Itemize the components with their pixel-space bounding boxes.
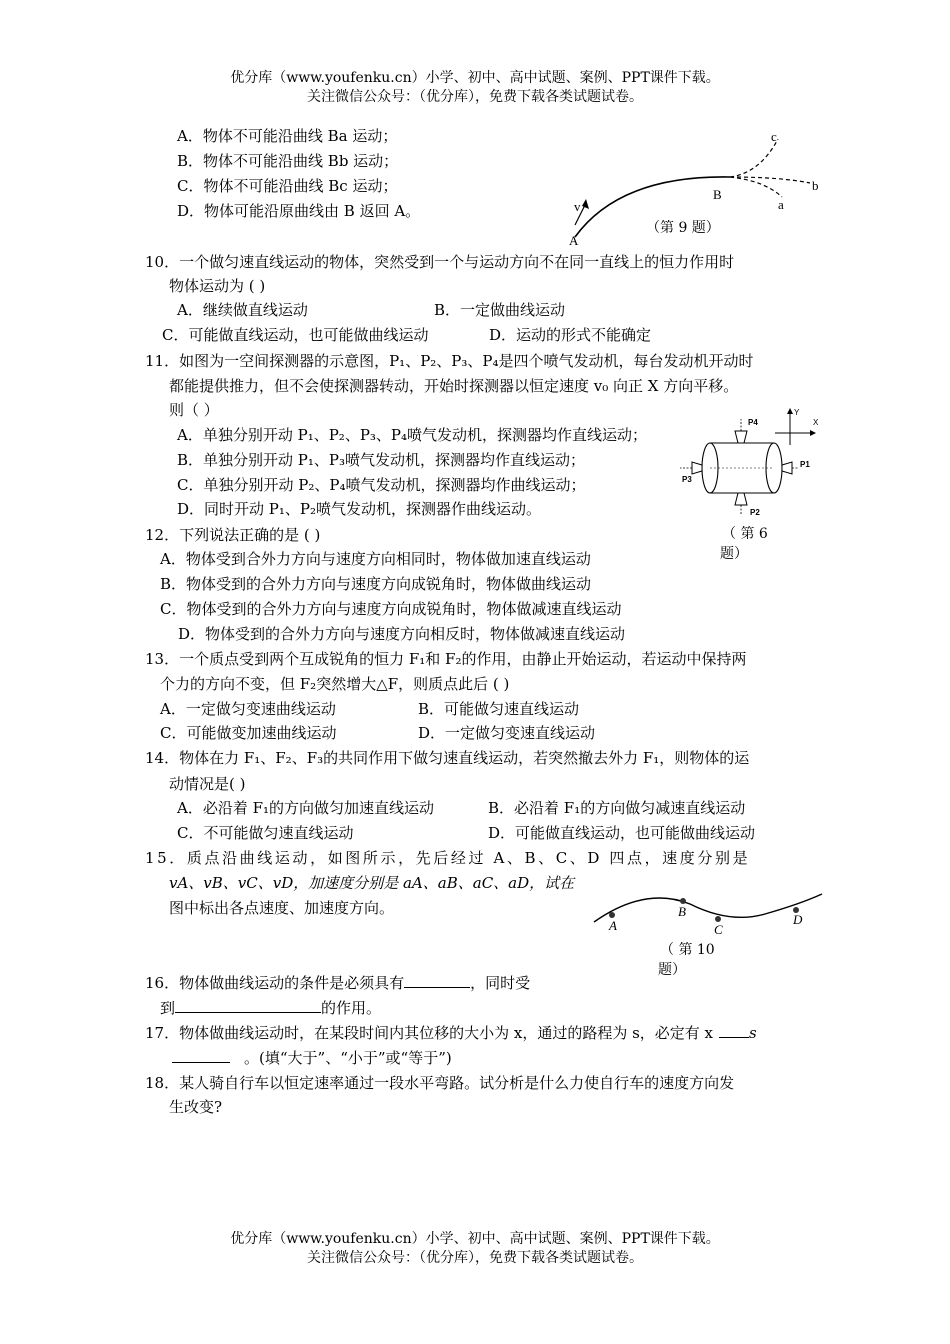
p2-nozzle: [735, 493, 747, 505]
q15-curve-figure: [590, 888, 830, 938]
header-line-2: 关注微信公众号：（优分库），免费下载各类试题试卷。: [307, 89, 643, 105]
q13-option-c: C．可能做变加速曲线运动: [160, 724, 337, 742]
y-axis-arrow: [787, 408, 793, 414]
q9-arrow-head: [582, 199, 589, 209]
q15-stem-2: vA、vB、vC、vD，加速度分别是 aA、aB、aC、aD，试在: [169, 874, 575, 892]
q17-text-1: 17．物体做曲线运动时，在某段时间内其位移的大小为 x，通过的路程为 s，必定有 x: [145, 1024, 714, 1042]
q9-curve-a: [730, 177, 782, 197]
x-axis-label: X: [813, 418, 819, 427]
q10-stem-2: 物体运动为 ( ): [169, 277, 266, 295]
q13-option-d: D．一定做匀变速直线运动: [418, 724, 596, 742]
q9-option-c: C．物体不可能沿曲线 Bc 运动；: [177, 177, 398, 195]
q16-blank-2[interactable]: [175, 998, 321, 1013]
q11-caption-1: （ 第 6: [722, 526, 768, 542]
q16-line-2: [160, 998, 381, 1018]
q9-option-b: B．物体不可能沿曲线 Bb 运动；: [177, 152, 399, 170]
q14-option-b: B．必沿着 F₁的方向做匀减速直线运动: [488, 799, 746, 817]
header-line-1: 优分库（www.youfenku.cn）小学、初中、高中试题、案例、PPT课件下载。: [230, 70, 720, 86]
q15-label-A: A: [609, 918, 617, 933]
q9-curve-c: [730, 139, 778, 177]
q14-stem-1: 14．物体在力 F₁、F₂、F₃的共同作用下做匀速直线运动，若突然撤去外力 F₁，则物体的运: [145, 749, 750, 767]
q11-option-a: A．单独分别开动 P₁、P₂、P₃、P₄喷气发动机，探测器均作直线运动；: [177, 426, 648, 444]
q15-label-D: D: [793, 912, 803, 927]
q10-option-b: B．一定做曲线运动: [434, 301, 566, 319]
q12-stem: 12．下列说法正确的是 ( ): [145, 526, 321, 544]
q14-stem-2: 动情况是( ): [169, 775, 246, 793]
q11-probe-figure: [678, 405, 826, 520]
q14-option-c: C．不可能做匀速直线运动: [177, 824, 354, 842]
p3-label: P3: [682, 475, 692, 484]
q13-stem-2: 个力的方向不变，但 F₂突然增大△F，则质点此后 ( ): [160, 675, 510, 693]
p4-label: P4: [748, 418, 758, 427]
q10-option-a: A．继续做直线运动: [177, 301, 308, 319]
q16-text-4: 的作用。: [321, 999, 382, 1017]
q9-option-a: A．物体不可能沿曲线 Ba 运动；: [177, 127, 398, 145]
q18-line-2: 生改变?: [169, 1098, 223, 1116]
q16-text-2: ，同时受: [470, 974, 531, 992]
q11-option-d: D．同时开动 P₁、P₂喷气发动机，探测器作曲线运动。: [177, 500, 542, 518]
q10-stem-1: 10．一个做匀速直线运动的物体，突然受到一个与运动方向不在同一直线上的恒力作用时: [145, 253, 735, 271]
footer-line-2: 关注微信公众号：（优分库），免费下载各类试题试卷。: [307, 1250, 643, 1266]
q17-text-s: s: [749, 1024, 757, 1042]
q9-label-A: A: [569, 233, 579, 248]
q13-option-b: B．可能做匀速直线运动: [418, 700, 580, 718]
q15-label-B: B: [678, 904, 686, 919]
q9-curve-b: [730, 177, 810, 183]
q17-blank-1[interactable]: [719, 1023, 749, 1038]
q9-label-v: v: [574, 199, 581, 214]
q12-option-b: B．物体受到的合外力方向与速度方向成锐角时，物体做曲线运动: [160, 575, 592, 593]
x-axis-arrow: [810, 430, 816, 436]
q9-option-d: D．物体可能沿原曲线由 B 返回 A。: [177, 202, 421, 220]
q11-stem-1: 11．如图为一空间探测器的示意图，P₁、P₂、P₃、P₄是四个喷气发动机，每台发动机开动时: [145, 352, 754, 370]
q14-option-a: A．必沿着 F₁的方向做匀加速直线运动: [177, 799, 435, 817]
q11-option-b: B．单独分别开动 P₁、P₃喷气发动机，探测器均作直线运动；: [177, 451, 586, 469]
footer-line-1: 优分库（www.youfenku.cn）小学、初中、高中试题、案例、PPT课件下载。: [230, 1231, 720, 1247]
p4-nozzle: [735, 431, 747, 443]
q15-stem-1: 15．质点沿曲线运动，如图所示，先后经过 A、B、C、D 四点，速度分别是: [145, 849, 751, 867]
q9-label-B: B: [713, 187, 722, 202]
p2-label: P2: [750, 508, 760, 517]
y-axis-label: Y: [794, 408, 800, 417]
p1-nozzle: [782, 462, 792, 474]
q16-text-3: 到: [160, 999, 176, 1017]
q11-option-c: C．单独分别开动 P₂、P₄喷气发动机，探测器均作曲线运动；: [177, 476, 586, 494]
p1-label: P1: [800, 460, 810, 469]
q13-stem-1: 13．一个质点受到两个互成锐角的恒力 F₁和 F₂的作用，由静止开始运动，若运动中保持两: [145, 650, 747, 668]
q16-blank-1[interactable]: [404, 973, 470, 988]
q16-line-1: [145, 973, 530, 993]
q9-label-b: b: [812, 178, 819, 193]
q13-option-a: A．一定做匀变速曲线运动: [160, 700, 336, 718]
q15-label-C: C: [714, 922, 723, 937]
q9-label-a: a: [778, 197, 784, 212]
p3-nozzle: [692, 462, 702, 474]
q11-stem-3: 则（ ）: [169, 401, 219, 419]
q9-caption: （第 9 题）: [646, 220, 720, 236]
q17-line-2: [172, 1048, 452, 1068]
q16-text-1: 16．物体做曲线运动的条件是必须具有: [145, 974, 405, 992]
q11-stem-2: 都能提供推力，但不会使探测器转动，开始时探测器以恒定速度 v₀ 向正 X 方向平移。: [169, 377, 739, 395]
q17-blank-2[interactable]: [172, 1048, 230, 1063]
q17-line-1: [145, 1023, 757, 1043]
q15-caption-2: 题）: [658, 962, 686, 978]
q15-stem-3: 图中标出各点速度、加速度方向。: [169, 899, 395, 917]
q9-label-c: c: [771, 129, 777, 144]
q12-option-c: C．物体受到的合外力方向与速度方向成锐角时，物体做减速直线运动: [160, 600, 622, 618]
q15-curve: [594, 894, 822, 922]
q15-caption-1: （ 第 10: [660, 942, 715, 958]
q11-caption-2: 题）: [720, 546, 748, 562]
q14-option-d: D．可能做直线运动，也可能做曲线运动: [488, 824, 756, 842]
q12-option-a: A．物体受到合外力方向与速度方向相同时，物体做加速直线运动: [160, 550, 591, 568]
q10-option-d: D．运动的形式不能确定: [489, 326, 652, 344]
q18-line-1: 18．某人骑自行车以恒定速率通过一段水平弯路。试分析是什么力使自行车的速度方向发: [145, 1074, 735, 1092]
q10-option-c: C．可能做直线运动，也可能做曲线运动: [162, 326, 429, 344]
q12-option-d: D．物体受到的合外力方向与速度方向相反时，物体做减速直线运动: [178, 625, 626, 643]
q17-text-3: 。(填“大于”、“小于”或“等于”): [244, 1049, 452, 1067]
